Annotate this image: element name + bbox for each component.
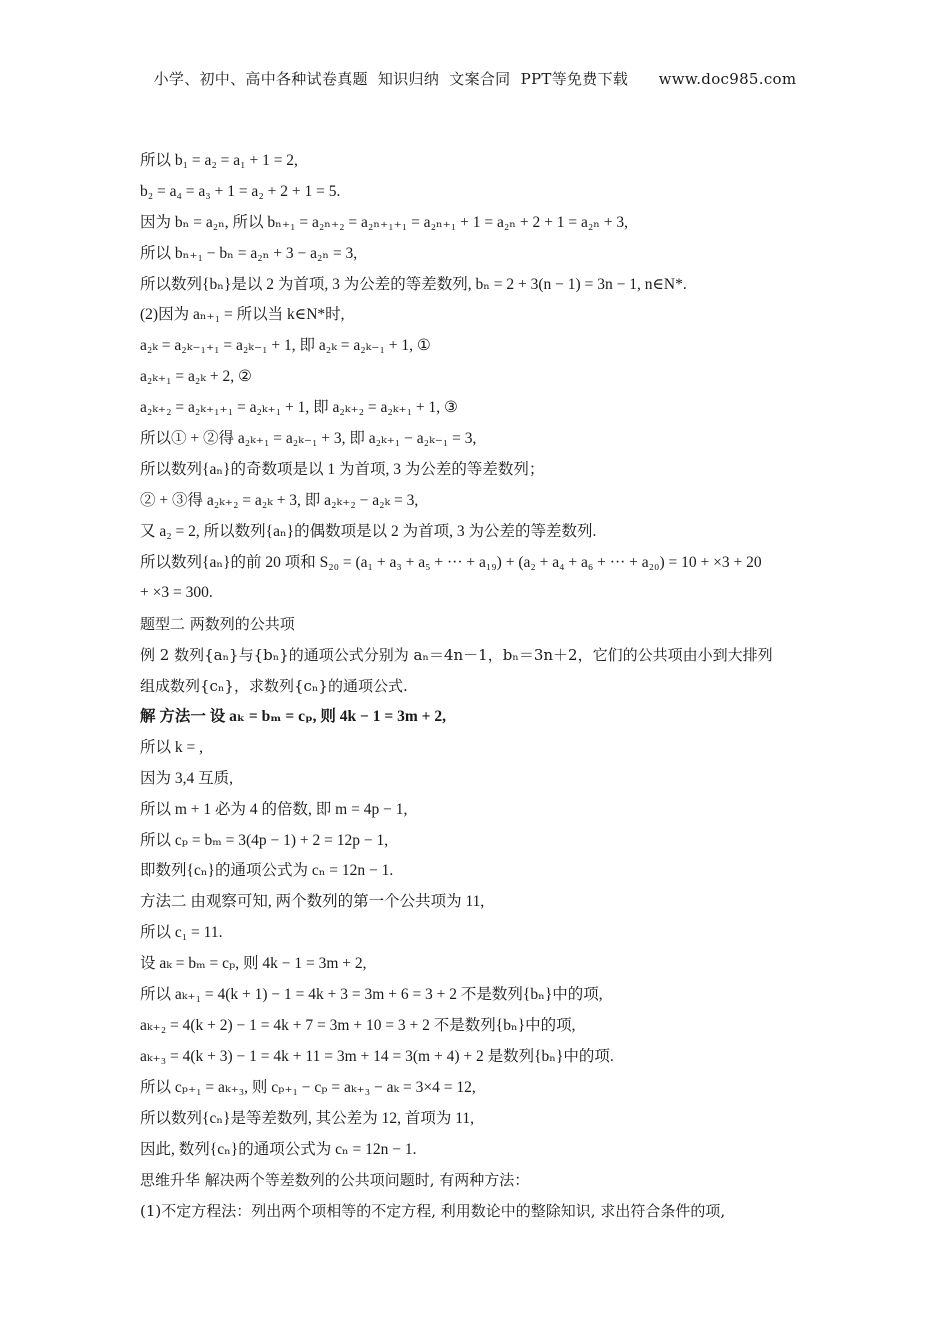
text-line-1: 所以 b₁ = a₂ = a₁ + 1 = 2, [140,152,298,169]
text-line-9: a₂ₖ₊₂ = a₂ₖ₊₁₊₁ = a₂ₖ₊₁ + 1, 即 a₂ₖ₊₂ = a₂ₖ₊₁ + 1, ③ [140,399,458,417]
text-line-15: + ×3 = 300. [140,584,213,602]
text-line-7: a₂ₖ = a₂ₖ₋₁₊₁ = a₂ₖ₋₁ + 1, 即 a₂ₖ = a₂ₖ₋₁ + 1, ① [140,337,431,355]
solution-method-two: 方法二 由观察可知, 两个数列的第一个公共项为 11, [140,893,485,911]
text-line-11: 所以数列{aₙ}的奇数项是以 1 为首项, 3 为公差的等差数列； [140,460,545,478]
thinking-summary: 思维升华 解决两个等差数列的公共项问题时, 有两种方法： [140,1171,530,1190]
text-line-28: 所以 aₖ₊₁ = 4(k + 1) − 1 = 4k + 3 = 3m + 6 = 3 + 2 不是数列{bₙ}中的项, [140,986,603,1004]
text-line-26: 所以 c₁ = 11. [140,924,223,942]
text-line-31: 所以 cₚ₊₁ = aₖ₊₃, 则 cₚ₊₁ − cₚ = aₖ₊₃ − aₖ = 3×4 = 12, [140,1078,476,1096]
text-line-5: 所以数列{bₙ}是以 2 为首项, 3 为公差的等差数列, bₙ = 2 + 3(n − 1) = 3n − 1, n∈N*. [140,275,687,293]
text-line-14: 所以数列{aₙ}的前 20 项和 S₂₀ = (a₁ + a₃ + a₅ + ··· + a₁₉) + (a₂ + a₄ + a₆ + ··· + a₂₀) = 10 + ×3 + 20 [140,553,762,571]
section-heading: 题型二 两数列的公共项 [140,615,295,634]
text-line-4: 所以 bₙ₊₁ − bₙ = a₂ₙ + 3 − a₂ₙ = 3, [140,244,358,262]
document-body [140,146,830,1227]
text-line-12: ② + ③得 a₂ₖ₊₂ = a₂ₖ + 3, 即 a₂ₖ₊₂ − a₂ₖ = 3, [140,491,419,509]
text-line-27: 设 aₖ = bₘ = cₚ, 则 4k − 1 = 3m + 2, [140,955,367,973]
text-line-20: 所以 k = , [140,738,203,756]
page-header: 小学、初中、高中各种试卷真题 知识归纳 文案合同 PPT等免费下载 www.doc985.com [153,70,797,88]
text-line-22: 所以 m + 1 必为 4 的倍数, 即 m = 4p − 1, [140,800,408,818]
text-line-10: 所以① + ②得 a₂ₖ₊₁ = a₂ₖ₋₁ + 3, 即 a₂ₖ₊₁ − a₂ₖ₋₁ = 3, [140,430,477,448]
text-line-23: 所以 cₚ = bₘ = 3(4p − 1) + 2 = 12p − 1, [140,831,389,849]
text-line-29: aₖ₊₂ = 4(k + 2) − 1 = 4k + 7 = 3m + 10 = 3 + 2 不是数列{bₙ}中的项, [140,1016,576,1034]
text-line-6: (2)因为 aₙ₊₁ = 所以当 k∈N*时, [140,306,345,324]
text-line-2: b₂ = a₄ = a₃ + 1 = a₂ + 2 + 1 = 5. [140,182,341,200]
solution-method-one: 解 方法一 设 aₖ = bₘ = cₚ, 则 4k − 1 = 3m + 2, [140,708,446,726]
text-line-21: 因为 3,4 互质, [140,769,234,787]
text-line-32: 所以数列{cₙ}是等差数列, 其公差为 12, 首项为 11, [140,1109,475,1127]
text-line-35: (1)不定方程法：列出两个项相等的不定方程, 利用数论中的整除知识, 求出符合条件的项, [140,1202,726,1221]
text-line-33: 因此, 数列{cₙ}的通项公式为 cₙ = 12n − 1. [140,1140,417,1158]
text-line-24: 即数列{cₙ}的通项公式为 cₙ = 12n − 1. [140,862,394,880]
example-2-statement: 例 2 数列{aₙ}与{bₙ}的通项公式分别为 aₙ＝4n－1，bₙ＝3n＋2，它们的公共项由小到大排列 [140,646,773,665]
example-2-statement-cont: 组成数列{cₙ}，求数列{cₙ}的通项公式. [140,677,408,696]
text-line-13: 又 a₂ = 2, 所以数列{aₙ}的偶数项是以 2 为首项, 3 为公差的等差数列. [140,522,597,540]
text-line-3: 因为 bₙ = a₂ₙ, 所以 bₙ₊₁ = a₂ₙ₊₂ = a₂ₙ₊₁₊₁ = a₂ₙ₊₁ + 1 = a₂ₙ + 2 + 1 = a₂ₙ + 3, [140,213,629,231]
text-line-8: a₂ₖ₊₁ = a₂ₖ + 2, ② [140,368,252,386]
text-line-30: aₖ₊₃ = 4(k + 3) − 1 = 4k + 11 = 3m + 14 = 3(m + 4) + 2 是数列{bₙ}中的项. [140,1047,614,1065]
